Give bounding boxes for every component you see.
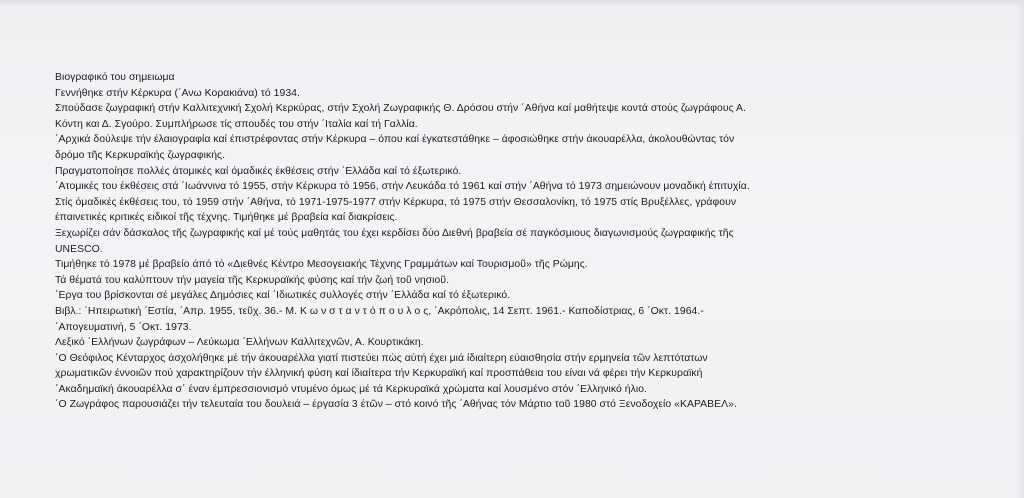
text-line: Γεννήθηκε στήν Κέρκυρα (΄Ανω Κορακιάνα) τό 1934. [55, 87, 300, 99]
page-top-edge-shadow [0, 0, 1024, 6]
text-line: δρόμο τῆς Κερκυραϊκής ζωγραφικής. [55, 149, 226, 161]
text-line: Στίς όμαδικές έκθέσεις του, τό 1959 στήν ΄Αθήνα, τό 1971-1975-1977 στήν Κέρκυρα, τό 1975 στήν Θεσσαλονίκη, τό 1975 στίς Βρυξέλλες, γράφουν [55, 196, 737, 208]
bibliography-line: Λεξικό ΄Ελλήνων ζωγράφων – Λεύκωμα ΄Ελλήνων Καλλιτεχνῶν, Α. Κουρτικάκη. [55, 337, 424, 349]
biography-text-block [55, 70, 995, 413]
biography-heading: Βιογραφικό του σημειωμα [55, 72, 175, 83]
page-right-edge-shadow [1016, 0, 1024, 498]
text-line: Πραγματοποίησε πολλές άτομικές καί όμαδικές έκθέσεις στήν ΄Ελλάδα καί τό έξωτερικό. [55, 165, 462, 177]
text-line: ΄Ο Θεόφιλος Κένταρχος άσχολήθηκε μέ τήν άκουαρέλλα γιατί πιστεύει πώς αύτή έχει μιά ίδιαίτερη εύαισθησία στήν ερμηνεία τῶν λεπτότατων [55, 352, 708, 364]
text-line: Ξεχωρίζει σάν δάσκαλος τῆς ζωγραφικής καί μέ τούς μαθητάς του έχει κερδίσει δύο Διεθνή βραβεία σέ παγκόσμιους διαγωνισμούς ζωγραφικής τῆς [55, 227, 734, 239]
text-line: Τά θέματά του καλύπτουν τήν μαγεία τῆς Κερκυραϊκής φύσης καί τήν ζωή τοῦ νησιοῦ. [55, 274, 450, 286]
text-line: χρωματικῶν έννοιῶν πού χαρακτηρίζουν τήν έλληνική φύση καί ίδιαίτερα τήν Κερκυραϊκή καί προσπάθεια του είναι νά φέρει τήν Κερκυραϊκή [55, 368, 703, 380]
text-line: ΄Ακαδημαϊκή άκουαρέλλα σ΄ έναν έμπρεσσιονισμό ντυμένο όμως μέ τά Κερκυραϊκά χρώματα καί λουσμένο στόν ΄Ελληνικό ήλιο. [55, 383, 647, 395]
text-line: έπαινετικές κριτικές ειδικοί τῆς τέχνης. Τιμήθηκε μέ βραβεία καί διακρίσεις. [55, 212, 398, 224]
bibliography-line: ΄Απογευματινή, 5 ΄Οκτ. 1973. [55, 321, 192, 333]
text-line: ΄Ο Ζωγράφος παρουσιάζει τήν τελευταία του δουλειά – έργασία 3 έτῶν – στό κοινό τῆς ΄Αθήνας τόν Μάρτιο τοῦ 1980 στό Ξενοδοχείο «ΚΑΡΑΒΕΛ». [55, 399, 737, 411]
text-line: Κόντη και Δ. Σγούρο. Συμπλήρωσε τίς σπουδές του στήν ΄Ιταλία καί τή Γαλλία. [55, 118, 418, 130]
text-line: ΄Αρχικά δούλεψε τήν έλαιογραφία καί έπιστρέφοντας στήν Κέρκυρα – όπου καί έγκατεστάθηκε – άφοσιώθηκε στήν άκουαρέλλα, άκολουθώντας τόν [55, 134, 735, 146]
text-line: UNESCO. [55, 243, 103, 255]
text-line: ΄Εργα του βρίσκονται σέ μεγάλες Δημόσιες καί ΄Ιδιωτικές συλλογές στήν ΄Ελλάδα καί τό έξωτερικό. [55, 290, 511, 302]
text-line: ΄Ατομικές του έκθέσεις στά ΄Ιωάννινα τό 1955, στήν Κέρκυρα τό 1956, στήν Λευκάδα τό 1961 καί στήν ΄Αθήνα τό 1973 σημειώνουν μοναδική έπιτυχία. [55, 181, 750, 193]
bibliography-line: Βιβλ.: ΄Ηπειρωτική ΄Εστία, ΄Απρ. 1955, τεῦχ. 36.- Μ. Κ ω ν σ τ α ν τ ό π ο υ λ ο ς, ΄Ακρόπολις, 14 Σεπτ. 1961.- Καποδίστριας, 6 ΄Οκτ. 1964.- [55, 305, 704, 317]
text-line: Σπούδασε ζωγραφική στήν Καλλιτεχνική Σχολή Κερκύρας, στήν Σχολή Ζωγραφικής Θ. Δρόσου στήν ΄Αθήνα καί μαθήτεψε κοντά στούς ζωγράφους Α. [55, 103, 746, 115]
text-line: Τιμήθηκε τό 1978 μέ βραβείο άπό τό «Διεθνές Κέντρο Μεσογειακής Τέχνης Γραμμάτων καί Τουρισμοῦ» τῆς Ρώμης. [55, 259, 588, 271]
